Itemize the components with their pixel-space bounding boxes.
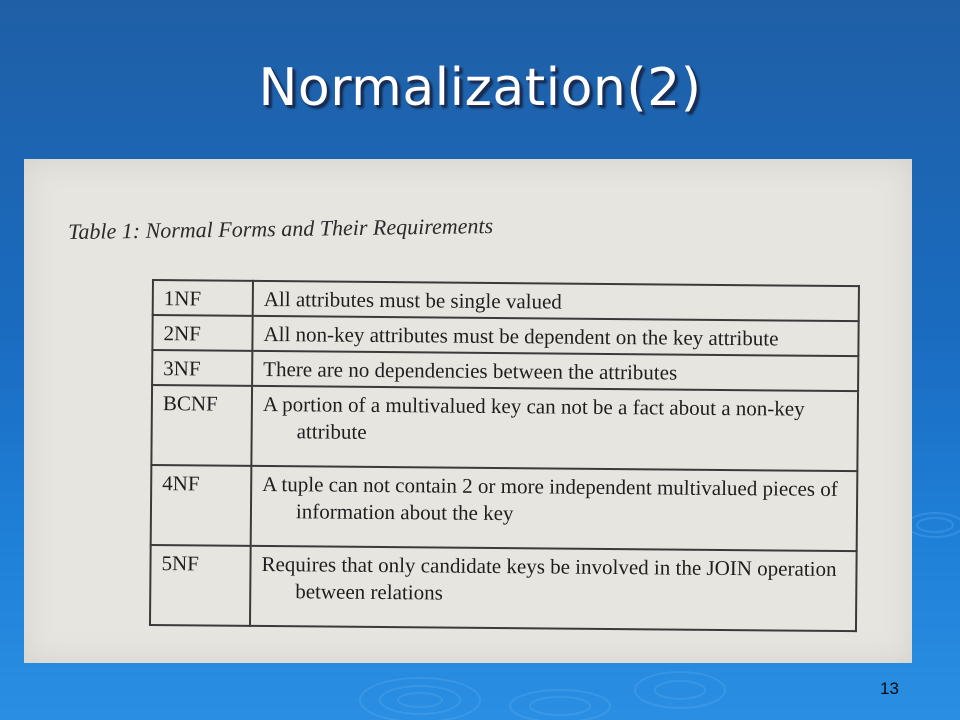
requirement-text: A tuple can not contain 2 or more independent multivalued pieces of: [262, 471, 838, 501]
requirement-cell: [252, 316, 858, 356]
requirement-continuation: attribute: [296, 419, 367, 444]
table-caption: Table 1: Normal Forms and Their Requirements: [68, 213, 494, 244]
requirement-continuation: between relations: [295, 579, 443, 605]
requirement-cell: [250, 546, 857, 631]
table-row: [151, 385, 858, 471]
requirement-cell: [251, 466, 858, 551]
requirement-text: There are no dependencies between the attributes: [263, 356, 678, 385]
normal-forms-table: [149, 279, 860, 632]
table-row: [151, 465, 858, 551]
requirement-text: All non-key attributes must be dependent on the key attribute: [263, 321, 779, 351]
requirement-cell: [252, 351, 858, 391]
requirement-text: Requires that only candidate keys be involved in the JOIN operation: [261, 551, 837, 581]
slide-number: 13: [880, 679, 899, 698]
scanned-table-image: [24, 159, 912, 663]
requirement-continuation: information about the key: [295, 499, 514, 526]
normal-form-cell: 2NF: [152, 315, 252, 351]
requirement-cell: [253, 281, 859, 321]
requirement-cell: [251, 386, 858, 471]
normal-form-cell: 1NF: [153, 280, 253, 316]
normal-form-cell: 4NF: [151, 465, 252, 546]
requirement-text: A portion of a multivalued key can not be a fact about a non-key: [262, 391, 805, 421]
normal-form-cell: 3NF: [152, 350, 252, 386]
slide-title: Normalization(2): [258, 58, 702, 118]
table-row: [150, 545, 857, 631]
normal-form-cell: 5NF: [150, 545, 251, 626]
requirement-text: All attributes must be single valued: [263, 286, 562, 314]
normal-form-cell: BCNF: [151, 385, 252, 466]
